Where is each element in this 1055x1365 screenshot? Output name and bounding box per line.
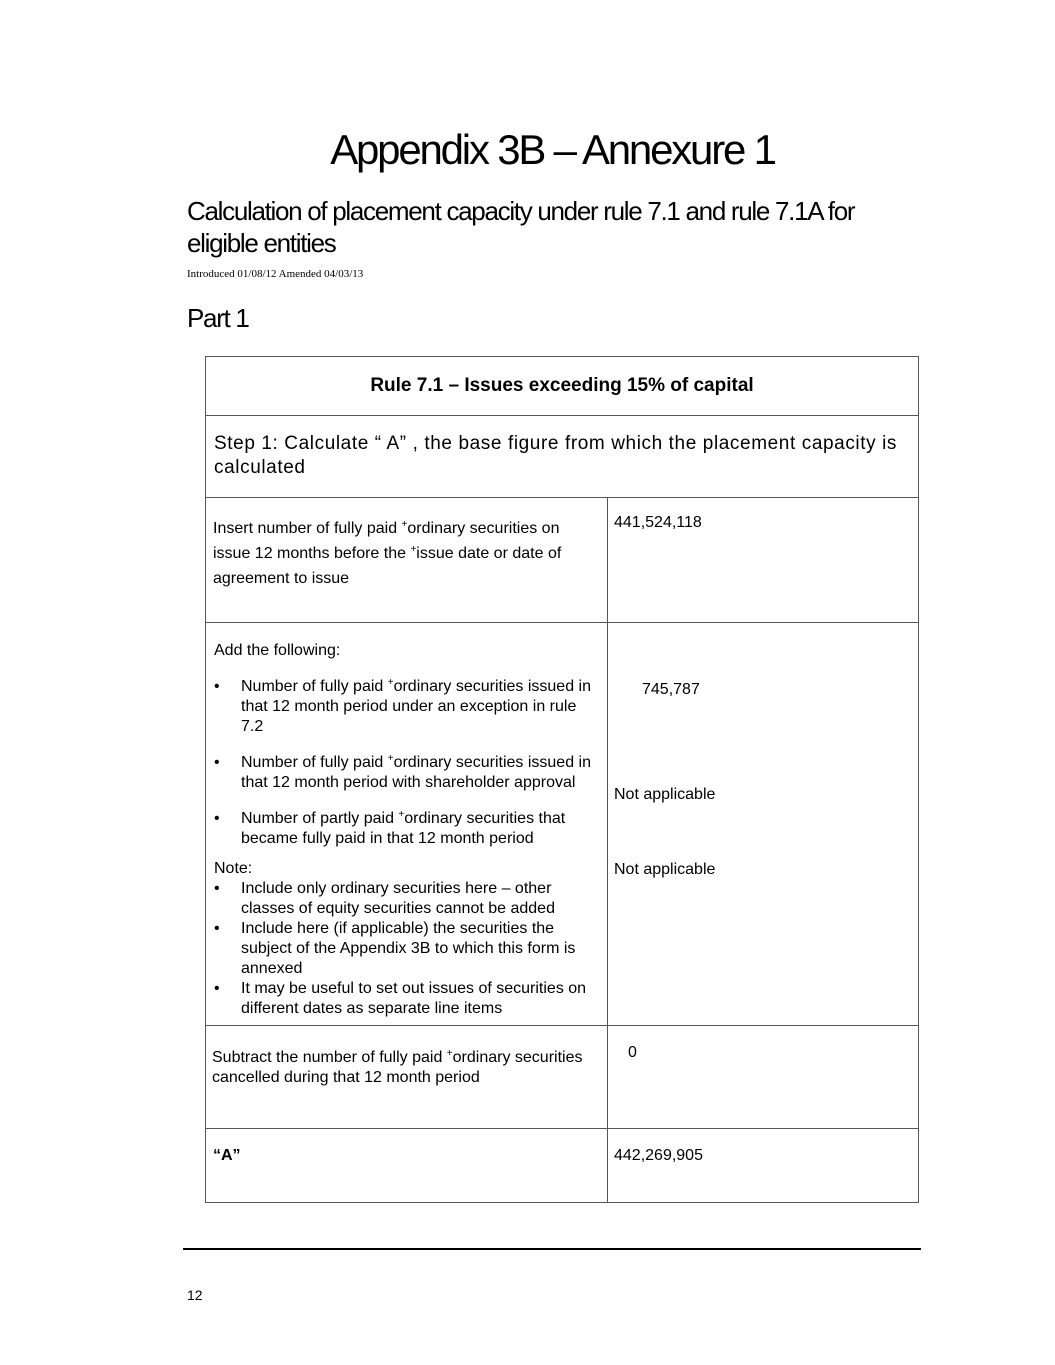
table-row-total <box>206 1129 919 1203</box>
subtract-value: 0 <box>608 1026 919 1129</box>
insert-label: Insert number of fully paid +ordinary securities on issue 12 months before the +issue date or date of agreement to issue <box>206 498 608 623</box>
page-number: 12 <box>187 1287 203 1303</box>
document-subtitle: Calculation of placement capacity under rule 7.1 and rule 7.1A for eligible entities <box>187 196 855 258</box>
total-label: “A” <box>206 1129 608 1203</box>
note-item: • Include only ordinary securities here – other classes of equity securities cannot be added <box>214 879 601 919</box>
add-heading: Add the following: <box>214 642 341 659</box>
list-item: • Number of fully paid +ordinary securities issued in that 12 month period with shareholder approval <box>214 753 601 793</box>
history-note: Introduced 01/08/12 Amended 04/03/13 <box>187 268 364 280</box>
step-1-heading: Step 1: Calculate “ A” , the base figure from which the placement capacity is calculated <box>206 416 919 498</box>
part-heading: Part 1 <box>187 303 249 333</box>
note-item: • It may be useful to set out issues of securities on different dates as separate line items <box>214 979 601 1019</box>
add-value-shareholder: Not applicable <box>614 786 716 803</box>
footer-divider <box>183 1248 921 1250</box>
note-heading: Note: <box>214 860 253 877</box>
document-title: Appendix 3B – Annexure 1 <box>330 126 775 173</box>
add-items-list <box>214 677 601 849</box>
table-row-add <box>206 623 919 1026</box>
table-row-subtract <box>206 1026 919 1129</box>
add-values <box>608 623 919 1026</box>
list-item: • Number of partly paid +ordinary securities that became fully paid in that 12 month period <box>214 809 601 849</box>
table-header: Rule 7.1 – Issues exceeding 15% of capital <box>206 357 919 416</box>
table-row-insert <box>206 498 919 623</box>
add-value-exception: 745,787 <box>642 681 700 698</box>
note-item: • Include here (if applicable) the securities the subject of the Appendix 3B to which this form is annexed <box>214 919 601 979</box>
insert-value: 441,524,118 <box>608 498 919 623</box>
notes-list <box>214 879 601 1019</box>
add-section <box>206 623 608 1026</box>
list-item: • Number of fully paid +ordinary securities issued in that 12 month period under an exception in rule 7.2 <box>214 677 601 737</box>
total-value: 442,269,905 <box>608 1129 919 1203</box>
add-value-partly-paid: Not applicable <box>614 861 716 878</box>
rule-7-1-table <box>205 356 919 1203</box>
subtract-label: Subtract the number of fully paid +ordinary securities cancelled during that 12 month period <box>206 1026 608 1129</box>
